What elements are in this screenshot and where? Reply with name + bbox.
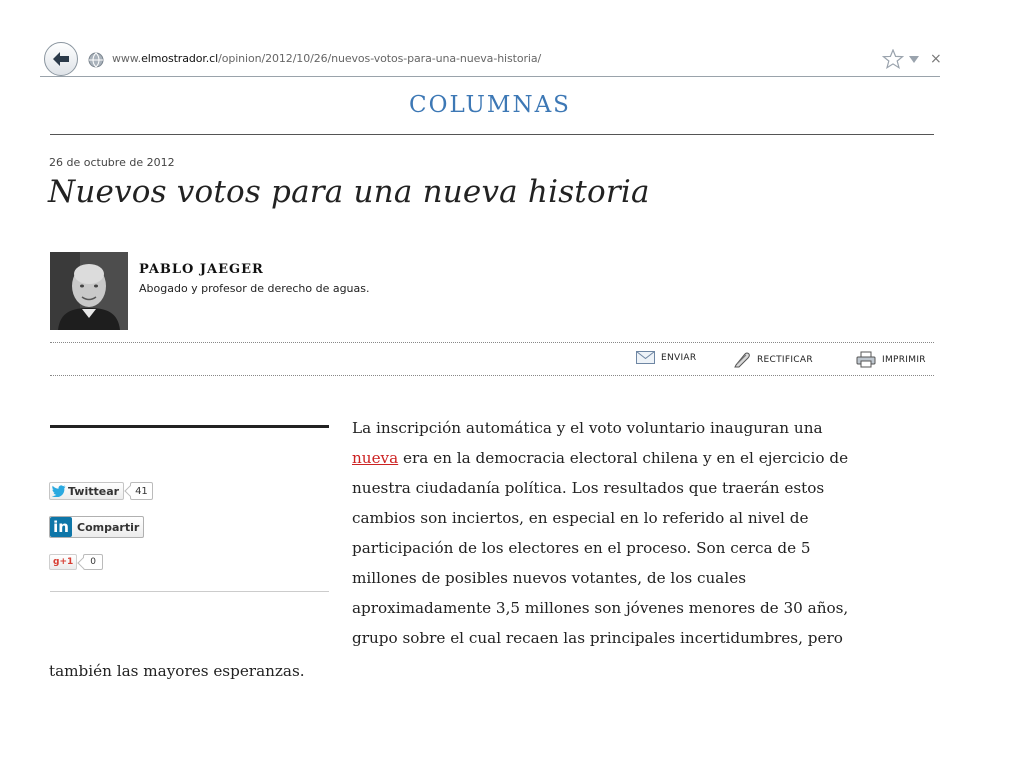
rectificar-button[interactable]: [733, 351, 813, 368]
author-name[interactable]: PABLO JAEGER: [139, 262, 264, 277]
dropdown-arrow-icon[interactable]: [909, 56, 919, 63]
section-title[interactable]: COLUMNAS: [409, 92, 571, 118]
author-photo: [50, 252, 128, 330]
twitter-share: [49, 482, 153, 500]
rectificar-label: RECTIFICAR: [757, 354, 813, 365]
twitter-button[interactable]: [49, 482, 124, 500]
toolbar-divider-bottom: [50, 375, 934, 376]
bookmark-star-icon[interactable]: [882, 49, 904, 69]
nueva-link[interactable]: nueva: [352, 449, 399, 467]
article-line: participación de los electores en el proceso. Son cerca de 5: [352, 539, 811, 557]
article-headline: Nuevos votos para una nueva historia: [48, 174, 650, 210]
article-line: aproximadamente 3,5 millones son jóvenes menores de 30 años,: [352, 599, 849, 617]
url-path: /opinion/2012/10/26/nuevos-votos-para-una-nueva-historia/: [218, 52, 542, 65]
toolbar-divider-top: [50, 342, 934, 343]
envelope-icon: [636, 351, 655, 364]
url-prefix: www.: [112, 52, 142, 65]
twitter-bird-icon: [52, 485, 66, 497]
linkedin-button[interactable]: [49, 516, 144, 538]
section-divider: [50, 134, 934, 135]
gplus-share: [49, 554, 103, 570]
article-line-text: era en la democracia electoral chilena y en el ejercicio de: [398, 449, 849, 467]
article-line: grupo sobre el cual recaen las principales incertidumbres, pero: [352, 629, 843, 647]
linkedin-share: [49, 516, 144, 538]
back-button[interactable]: [44, 42, 78, 76]
browser-url-bar: [40, 44, 940, 77]
imprimir-label: IMPRIMIR: [882, 354, 926, 365]
linkedin-logo-icon: in: [50, 517, 72, 537]
article-line: La inscripción automática y el voto voluntario inauguran una: [352, 419, 823, 437]
close-icon[interactable]: ×: [930, 51, 942, 67]
linkedin-label: Compartir: [77, 520, 140, 534]
article-line: también las mayores esperanzas.: [49, 662, 305, 680]
article-line: nuestra ciudadanía política. Los resultados que traerán estos: [352, 479, 825, 497]
imprimir-button[interactable]: [856, 351, 926, 368]
article-date: 26 de octubre de 2012: [49, 156, 175, 169]
pencil-icon: [733, 351, 751, 368]
author-portrait-icon: [50, 252, 128, 330]
url-domain: elmostrador.cl: [141, 52, 219, 65]
sidebar-divider-bottom: [50, 591, 329, 592]
gplus-label: g+1: [53, 557, 74, 567]
twitter-label: Twittear: [68, 484, 120, 498]
article-line: millones de posibles nuevos votantes, de los cuales: [352, 569, 746, 587]
gplus-button[interactable]: [49, 554, 77, 570]
article-line: [352, 443, 932, 473]
enviar-button[interactable]: [636, 351, 696, 364]
article-body: [352, 413, 932, 653]
article-line: cambios son inciertos, en especial en lo referido al nivel de: [352, 509, 809, 527]
globe-icon[interactable]: [88, 52, 104, 68]
enviar-label: ENVIAR: [661, 352, 697, 363]
url-field[interactable]: [112, 52, 541, 65]
gplus-count: 0: [83, 554, 103, 570]
author-bio: Abogado y profesor de derecho de aguas.: [139, 282, 370, 295]
arrow-left-icon: [52, 51, 70, 67]
twitter-count: 41: [130, 482, 153, 500]
printer-icon: [856, 351, 876, 368]
sidebar-divider-top: [50, 425, 329, 428]
